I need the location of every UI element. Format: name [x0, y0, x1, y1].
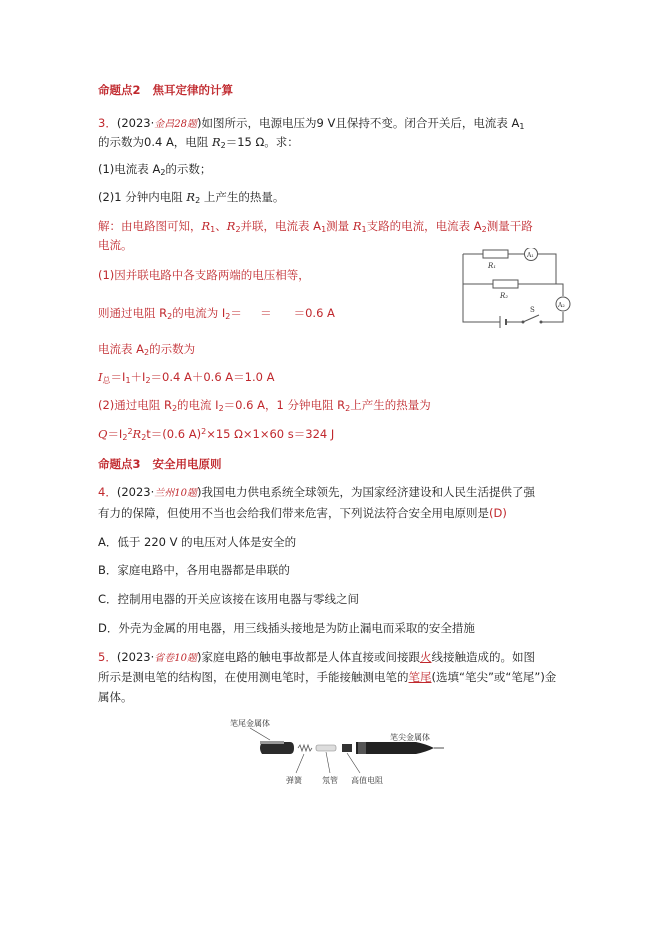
- resistor-r2: [493, 280, 518, 288]
- caption-tail-metal: 笔尾金属体: [230, 719, 270, 728]
- caption-neon-tube: 氖管: [322, 776, 338, 785]
- solution-line-5: 电流表 $A_2$的示数为: [98, 342, 196, 357]
- pen-neon-tube: [316, 745, 336, 751]
- pen-resistor: [342, 744, 352, 752]
- circuit-diagram: [460, 248, 572, 328]
- caption-tip-metal: 笔尖金属体: [390, 733, 430, 742]
- solution-line-7: (2)通过电阻 $R_2$的电流 $I_2=0.6$ A，1 分钟电阻 $R_2$上产生的热量为: [98, 398, 431, 413]
- section-heading-2: 命题点2 焦耳定律的计算: [98, 83, 234, 97]
- label-switch: S: [530, 306, 535, 314]
- solution-line-8: $Q=I_2^2R_2t=(0.6$ A)$^2$×15 Ω×1×60 s＝324 J: [98, 427, 335, 442]
- label-r1: R₁: [488, 262, 497, 270]
- caption-high-resistor: 高值电阻: [351, 776, 383, 785]
- q4-option-a: A．低于 220 V 的电压对人体是安全的: [98, 535, 297, 549]
- q3-part-2: (2)1 分钟内电阻 $R_2$ 上产生的热量。: [98, 190, 285, 205]
- section-heading-3: 命题点3 安全用电原则: [98, 457, 222, 471]
- switch-gap: [522, 318, 542, 326]
- solution-line-1: 解：由电路图可知，$R_1$、$R_2$并联，电流表 $A_1$测量 $R_1$支路的电流，电流表 $A_2$测量干路: [98, 219, 533, 234]
- q5-line-1: 5．(2023·省卷10题)家庭电路的触电事故都是人体直接或间接跟火线接触造成的。如图: [98, 650, 535, 664]
- q4-option-d: D．外壳为金属的用电器，用三线插头接地是为防止漏电而采取的安全措施: [98, 621, 475, 635]
- q5-line-2: 所示是测电笔的结构图，在使用测电笔时，手能接触测电笔的笔尾(选填“笔尖”或“笔尾”)金: [98, 670, 557, 684]
- q5-answer-1: 火: [419, 650, 432, 664]
- q3-line-1: 3．(2023·金昌28题)如图所示，电源电压为9 V且保持不变。闭合开关后，电流表 $A_1$: [98, 116, 525, 131]
- solution-line-4: 则通过电阻 $R_2$的电流为 $I_2=$ ＝ ＝0.6 A: [98, 306, 335, 321]
- pen-body-band: [358, 742, 366, 754]
- q5-answer-2: 笔尾: [408, 670, 432, 684]
- solution-line-6: $I_总=I_1+I_2=0.4$ A＋0.6 A＝1.0 A: [98, 370, 275, 385]
- caption-spring: 弹簧: [286, 776, 302, 785]
- test-pen-drawing: [230, 718, 450, 790]
- q3-line-2: 的示数为0.4 A，电阻 $R_2=15$ Ω。求：: [98, 135, 299, 150]
- q3-part-1: (1)电流表 $A_2$的示数；: [98, 162, 212, 177]
- q4-answer: (D): [489, 506, 507, 520]
- label-a2: A₂: [558, 302, 565, 309]
- solution-line-2: 电流。: [98, 238, 133, 252]
- pen-spring: [298, 745, 312, 751]
- label-r2: R₂: [500, 292, 509, 300]
- resistor-r1: [483, 250, 508, 258]
- q4-line-1: 4．(2023·兰州10题)我国电力供电系统全球领先，为国家经济建设和人民生活提供了强: [98, 485, 535, 499]
- q4-option-c: C．控制用电器的开关应该接在该用电器与零线之间: [98, 592, 360, 606]
- q4-line-2: 有力的保障，但使用不当也会给我们带来危害，下列说法符合安全用电原则是(D): [98, 506, 507, 520]
- test-pen-figure: [230, 718, 450, 790]
- q5-line-3: 属体。: [98, 690, 133, 704]
- switch-contact-right: [540, 321, 543, 324]
- pen-tail-metal-clip: [260, 741, 284, 744]
- pen-body: [356, 742, 434, 754]
- label-a1: A₁: [527, 252, 534, 259]
- solution-line-3: (1)因并联电路中各支路两端的电压相等，: [98, 268, 310, 282]
- q4-option-b: B．家庭电路中，各用电器都是串联的: [98, 563, 290, 577]
